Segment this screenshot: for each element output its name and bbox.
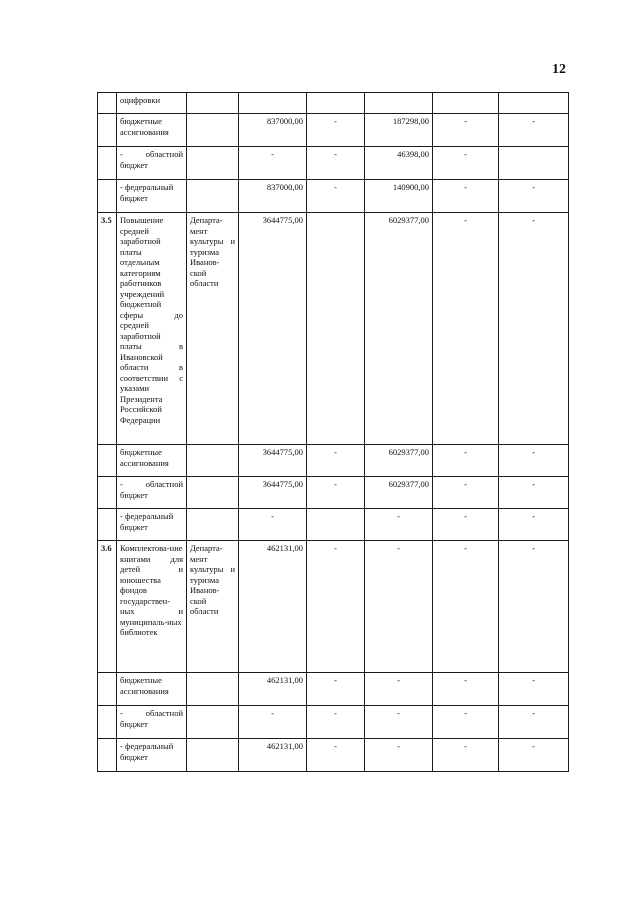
executor-cell bbox=[187, 180, 239, 213]
value-cell: 6029377,00 bbox=[365, 477, 433, 509]
value-cell: - bbox=[433, 706, 499, 739]
table-row bbox=[98, 509, 569, 541]
item-name-cell: Повышение средней заработной платы отдельным категориям работников учреждений бюджетной сферы до средней заработной платы в Ивановской области в соответствии с указами Президента Российской Федерации bbox=[117, 213, 187, 445]
value-cell: 140900,00 bbox=[365, 180, 433, 213]
table-row bbox=[98, 706, 569, 739]
value-cell: 46398,00 bbox=[365, 147, 433, 180]
item-number-cell bbox=[98, 445, 117, 477]
table-row bbox=[98, 114, 569, 147]
table-row bbox=[98, 180, 569, 213]
item-number-cell bbox=[98, 114, 117, 147]
value-cell: - bbox=[365, 739, 433, 772]
value-cell: - bbox=[433, 147, 499, 180]
executor-cell bbox=[187, 93, 239, 114]
value-cell: - bbox=[307, 739, 365, 772]
page-number: 12 bbox=[552, 62, 566, 77]
executor-cell bbox=[187, 739, 239, 772]
value-cell: - bbox=[433, 213, 499, 445]
value-cell: - bbox=[499, 673, 569, 706]
item-name-cell: бюджетные ассигнования bbox=[117, 445, 187, 477]
value-cell bbox=[433, 93, 499, 114]
table-row bbox=[98, 739, 569, 772]
value-cell: - bbox=[307, 541, 365, 673]
value-cell: - bbox=[499, 739, 569, 772]
value-cell: - bbox=[433, 180, 499, 213]
value-cell: 462131,00 bbox=[239, 673, 307, 706]
table-row bbox=[98, 93, 569, 114]
value-cell: - bbox=[239, 706, 307, 739]
value-cell bbox=[307, 93, 365, 114]
value-cell: - bbox=[499, 706, 569, 739]
value-cell: - bbox=[433, 739, 499, 772]
executor-cell bbox=[187, 477, 239, 509]
executor-cell bbox=[187, 673, 239, 706]
value-cell: - bbox=[307, 147, 365, 180]
table-row bbox=[98, 477, 569, 509]
value-cell: 3644775,00 bbox=[239, 213, 307, 445]
executor-cell bbox=[187, 445, 239, 477]
value-cell: - bbox=[307, 706, 365, 739]
executor-cell: Департа-мент культуры и туризма Иванов-ской области bbox=[187, 541, 239, 673]
value-cell: 3644775,00 bbox=[239, 445, 307, 477]
item-number-cell bbox=[98, 93, 117, 114]
item-name-cell: - областной бюджет bbox=[117, 147, 187, 180]
item-name-cell: - областной бюджет bbox=[117, 706, 187, 739]
value-cell: - bbox=[499, 541, 569, 673]
table-row bbox=[98, 445, 569, 477]
value-cell: - bbox=[307, 114, 365, 147]
item-number-cell: 3.6 bbox=[98, 541, 117, 673]
executor-cell bbox=[187, 509, 239, 541]
item-name-cell: - федеральный бюджет bbox=[117, 180, 187, 213]
value-cell: - bbox=[499, 114, 569, 147]
value-cell: - bbox=[433, 477, 499, 509]
item-name-cell: - областной бюджет bbox=[117, 477, 187, 509]
item-name-cell: - федеральный бюджет bbox=[117, 509, 187, 541]
value-cell bbox=[365, 93, 433, 114]
value-cell: - bbox=[365, 706, 433, 739]
budget-table bbox=[97, 92, 569, 772]
item-number-cell bbox=[98, 673, 117, 706]
value-cell: 837000,00 bbox=[239, 114, 307, 147]
executor-cell bbox=[187, 706, 239, 739]
value-cell: - bbox=[365, 541, 433, 673]
table-row bbox=[98, 147, 569, 180]
item-number-cell bbox=[98, 706, 117, 739]
value-cell: - bbox=[365, 673, 433, 706]
item-number-cell bbox=[98, 477, 117, 509]
value-cell bbox=[307, 213, 365, 445]
value-cell: - bbox=[499, 509, 569, 541]
table-row bbox=[98, 213, 569, 445]
item-name-cell: Комплектова-ние книгами для детей и юношества фондов государствен-ных и муниципаль-ных библиотек bbox=[117, 541, 187, 673]
value-cell: 837000,00 bbox=[239, 180, 307, 213]
item-name-cell: бюджетные ассигнования bbox=[117, 673, 187, 706]
item-number-cell bbox=[98, 509, 117, 541]
value-cell: 462131,00 bbox=[239, 541, 307, 673]
item-number-cell: 3.5 bbox=[98, 213, 117, 445]
value-cell bbox=[307, 509, 365, 541]
item-number-cell bbox=[98, 180, 117, 213]
value-cell: - bbox=[239, 509, 307, 541]
item-name-cell: оцифровки bbox=[117, 93, 187, 114]
table-row bbox=[98, 673, 569, 706]
item-name-cell: - федеральный бюджет bbox=[117, 739, 187, 772]
value-cell: 6029377,00 bbox=[365, 213, 433, 445]
value-cell: - bbox=[433, 114, 499, 147]
value-cell: - bbox=[499, 477, 569, 509]
value-cell: - bbox=[433, 541, 499, 673]
value-cell: - bbox=[433, 445, 499, 477]
value-cell bbox=[499, 147, 569, 180]
value-cell: - bbox=[307, 673, 365, 706]
item-number-cell bbox=[98, 147, 117, 180]
value-cell: 3644775,00 bbox=[239, 477, 307, 509]
value-cell: 6029377,00 bbox=[365, 445, 433, 477]
value-cell: - bbox=[307, 445, 365, 477]
value-cell: - bbox=[433, 673, 499, 706]
value-cell: - bbox=[433, 509, 499, 541]
value-cell: 187298,00 bbox=[365, 114, 433, 147]
item-number-cell bbox=[98, 739, 117, 772]
table-row bbox=[98, 541, 569, 673]
executor-cell bbox=[187, 147, 239, 180]
executor-cell bbox=[187, 114, 239, 147]
value-cell: - bbox=[307, 180, 365, 213]
value-cell: - bbox=[239, 147, 307, 180]
executor-cell: Департа-мент культуры и туризма Иванов-ской области bbox=[187, 213, 239, 445]
value-cell: 462131,00 bbox=[239, 739, 307, 772]
value-cell: - bbox=[499, 180, 569, 213]
value-cell: - bbox=[365, 509, 433, 541]
value-cell bbox=[499, 93, 569, 114]
value-cell: - bbox=[307, 477, 365, 509]
value-cell: - bbox=[499, 213, 569, 445]
value-cell bbox=[239, 93, 307, 114]
value-cell: - bbox=[499, 445, 569, 477]
item-name-cell: бюджетные ассигнования bbox=[117, 114, 187, 147]
